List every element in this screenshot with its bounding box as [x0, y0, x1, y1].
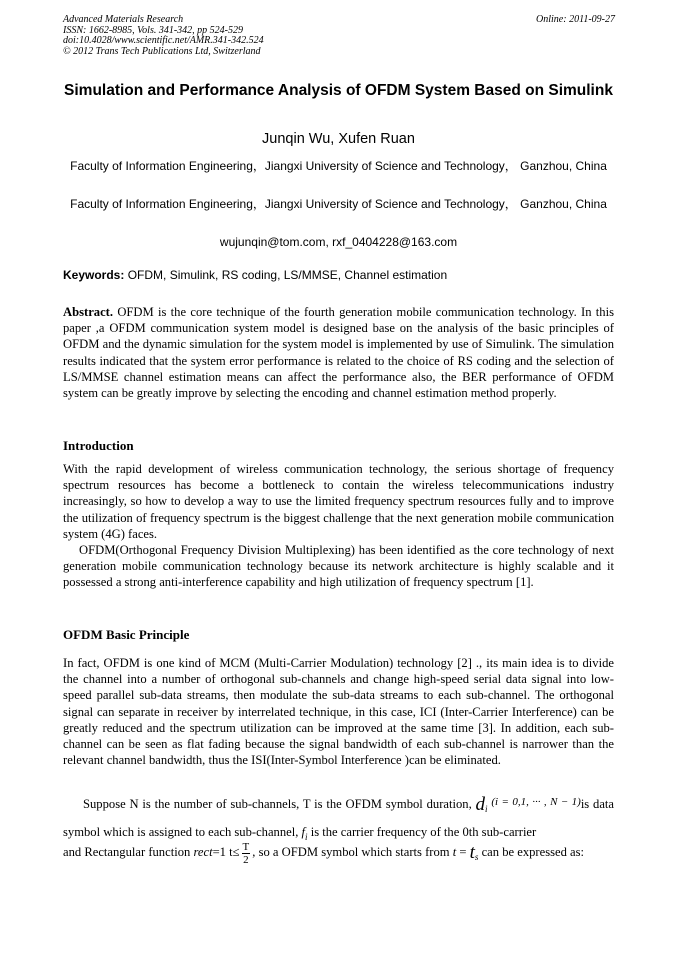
- journal-header: [63, 15, 443, 57]
- start-time-index: s: [474, 852, 479, 862]
- fraction-t-over-2: [242, 841, 251, 866]
- p3-text-c: can be expressed as:: [478, 845, 585, 859]
- authors: Junqin Wu, Xufen Ruan: [262, 131, 415, 147]
- p2-text-c: is the carrier frequency of the 0th sub-carrier: [307, 825, 537, 839]
- issn-line: ISSN: 1662-8985, Vols. 341-342, pp 524-529: [63, 24, 243, 36]
- start-time-t: t: [469, 842, 475, 863]
- rect-function: rect: [193, 845, 213, 859]
- affiliation-2: Faculty of Information Engineering，Jiangxi University of Science and Technology， Ganzhou, China: [70, 197, 607, 211]
- abstract-label: Abstract.: [63, 305, 114, 319]
- data-symbol-d: d: [475, 794, 486, 815]
- journal-name: Advanced Materials Research: [63, 14, 184, 25]
- keywords-label: Keywords:: [63, 268, 125, 282]
- affiliation-1: Faculty of Information Engineering，Jiangxi University of Science and Technology， Ganzhou, China: [70, 159, 607, 173]
- section-heading-introduction: Introduction: [63, 438, 134, 453]
- basic-paragraph-3: [63, 840, 614, 869]
- online-date: Online: 2011-09-27: [536, 14, 615, 25]
- rect-condition: =1 t≤: [212, 845, 240, 859]
- author-emails: wujunqin@tom.com, rxf_0404228@163.com: [219, 235, 458, 249]
- copyright-line: © 2012 Trans Tech Publications Ltd, Switzerland: [63, 45, 261, 57]
- intro-paragraph-1: With the rapid development of wireless communication technology, the serious shortage of frequency spectrum resources has become a bottleneck to contain the wireless telecommunications industry increasingly, so how to develop a way to use the limited frequency spectrum resources fully and to improve the utilization of frequency spectrum is the biggest challenge that the next generation mobile communication system (4G) faces.: [63, 462, 614, 541]
- doi-line: doi:10.4028/www.scientific.net/AMR.341-342.524: [63, 35, 264, 46]
- section-heading-basic-principle: OFDM Basic Principle: [63, 627, 190, 642]
- index-range: (i = 0,1, ··· , N − 1): [491, 796, 581, 808]
- paper-title: Simulation and Performance Analysis of OFDM System Based on Simulink: [64, 82, 613, 99]
- fraction-numerator: T: [242, 840, 250, 853]
- p3-text-b: , so a OFDM symbol which starts from: [252, 845, 453, 859]
- data-symbol-index: i: [485, 804, 488, 814]
- keywords: [63, 267, 614, 283]
- fraction-denominator: 2: [243, 853, 249, 866]
- keywords-text: OFDM, Simulink, RS coding, LS/MMSE, Channel estimation: [127, 268, 448, 282]
- time-variable-t: t: [452, 845, 457, 859]
- intro-paragraph-2: OFDM(Orthogonal Frequency Division Multiplexing) has been identified as the core technology of next generation mobile communication technology because its network architecture is highly scalable and it possessed a strong anti-interference capability and high utilization of frequency spectrum [1].: [63, 543, 614, 590]
- abstract: [63, 304, 614, 401]
- abstract-text: OFDM is the core technique of the fourth generation mobile communication technology. In this paper ,a OFDM communication system model is designed base on the analysis of the basic principles of OFDM and the dynamic simulation for the system model is implemented by use of Simulink. The simulation results indicated that the system error performance is related to the choice of RS coding and the selection of LS/MMSE channel estimation means can affect the performance also, the BER performance of OFDM system can be greatly improve by selecting the encoding and channel estimation method properly.: [63, 305, 614, 401]
- p2-text-a: Suppose N is the number of sub-channels, T is the OFDM symbol duration,: [83, 797, 476, 811]
- p2-text-b: is data symbol which is assigned to each sub-channel,: [63, 797, 614, 839]
- carrier-frequency-index: i: [305, 832, 308, 842]
- basic-paragraph-1: In fact, OFDM is one kind of MCM (Multi-Carrier Modulation) technology [2] ., its main idea is to divide the channel into a number of orthogonal sub-channels and change high-speed serial data signal into low-speed parallel sub-data streams, then modulate the sub-data streams to each sub-channel. The orthogonal signal can separate in receiver by interrelated technique, in this case, ICI (Inter-Carrier Interference) can be greatly reduced and the spectrum utilization can be improved at the same time [3]. In addition, each sub-channel can be seen as flat fading because the signal bandwidth of each sub-channel is narrower than the relevant channel bandwidth, thus the ISI(Inter-Symbol Interference )can be eliminated.: [63, 656, 614, 768]
- p3-text-a: and Rectangular function: [63, 845, 194, 859]
- carrier-frequency-f: f: [301, 825, 306, 839]
- equals-sign: =: [456, 845, 470, 859]
